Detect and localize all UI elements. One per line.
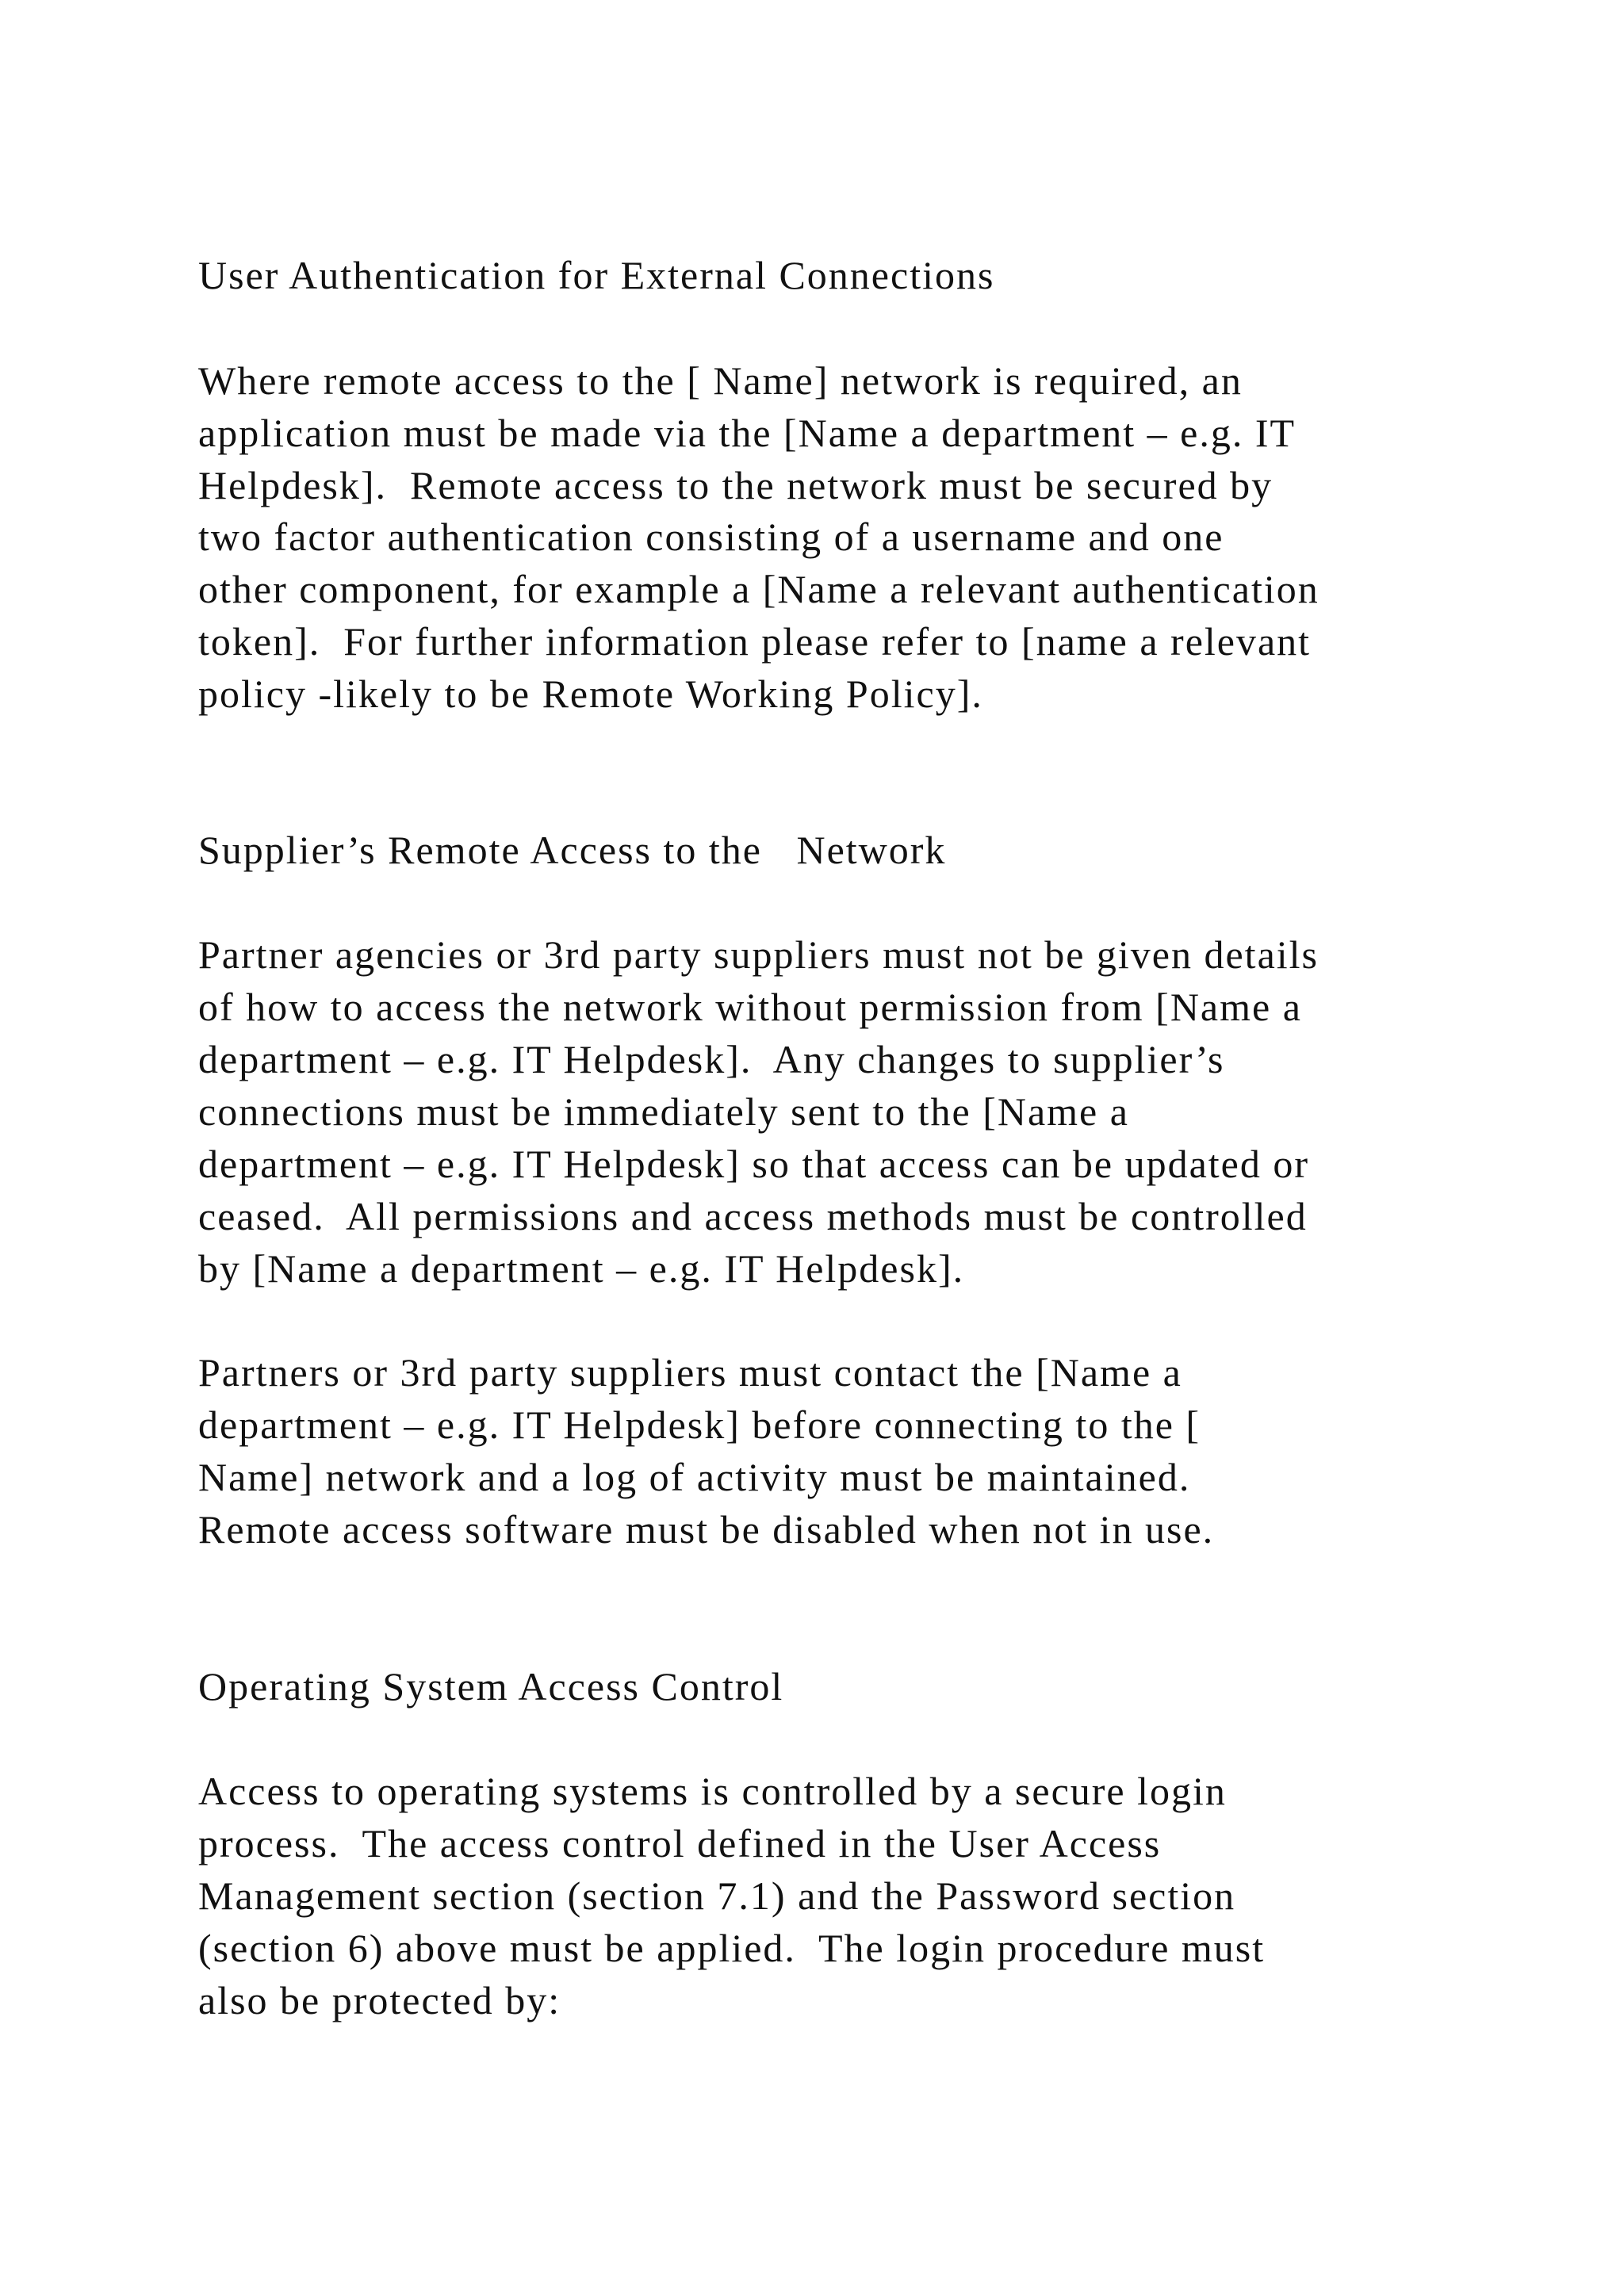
heading-operating-system-access-control: Operating System Access Control <box>198 1664 784 1709</box>
paragraph-line: token]. For further information please refer to [name a relevant <box>198 619 1312 664</box>
paragraph-line: Remote access software must be disabled when not in use. <box>198 1507 1215 1552</box>
paragraph-line: application must be made via the [Name a department – e.g. IT <box>198 411 1297 455</box>
paragraph-line: Partners or 3rd party suppliers must contact the [Name a <box>198 1350 1182 1395</box>
paragraph-line: (section 6) above must be applied. The login procedure must <box>198 1926 1266 1970</box>
paragraph-line: Where remote access to the [ Name] network is required, an <box>198 358 1243 403</box>
paragraph-line: also be protected by: <box>198 1978 561 2022</box>
paragraph-line: Partner agencies or 3rd party suppliers must not be given details <box>198 932 1320 977</box>
paragraph-line: Name] network and a log of activity must be maintained. <box>198 1455 1191 1499</box>
paragraph-line: Helpdesk]. Remote access to the network must be secured by <box>198 463 1274 507</box>
heading-user-authentication: User Authentication for External Connections <box>198 253 995 297</box>
paragraph-line: policy -likely to be Remote Working Policy]. <box>198 672 983 716</box>
paragraph-line: two factor authentication consisting of a username and one <box>198 515 1224 559</box>
paragraph-line: department – e.g. IT Helpdesk] before connecting to the [ <box>198 1402 1201 1447</box>
heading-supplier-remote-access: Supplier’s Remote Access to the Network <box>198 828 947 872</box>
paragraph-line: process. The access control defined in the User Access <box>198 1821 1162 1866</box>
paragraph-line: other component, for example a [Name a relevant authentication <box>198 567 1320 611</box>
paragraph-line: connections must be immediately sent to the [Name a <box>198 1089 1129 1134</box>
paragraph-line: Access to operating systems is controlled by a secure login <box>198 1769 1227 1813</box>
paragraph-line: by [Name a department – e.g. IT Helpdesk]. <box>198 1246 965 1291</box>
paragraph-line: Management section (section 7.1) and the Password section <box>198 1873 1236 1918</box>
paragraph-line: of how to access the network without permission from [Name a <box>198 985 1302 1029</box>
paragraph-line: department – e.g. IT Helpdesk] so that access can be updated or <box>198 1142 1309 1186</box>
paragraph-line: department – e.g. IT Helpdesk]. Any changes to supplier’s <box>198 1037 1225 1081</box>
paragraph-line: ceased. All permissions and access methods must be controlled <box>198 1194 1308 1238</box>
